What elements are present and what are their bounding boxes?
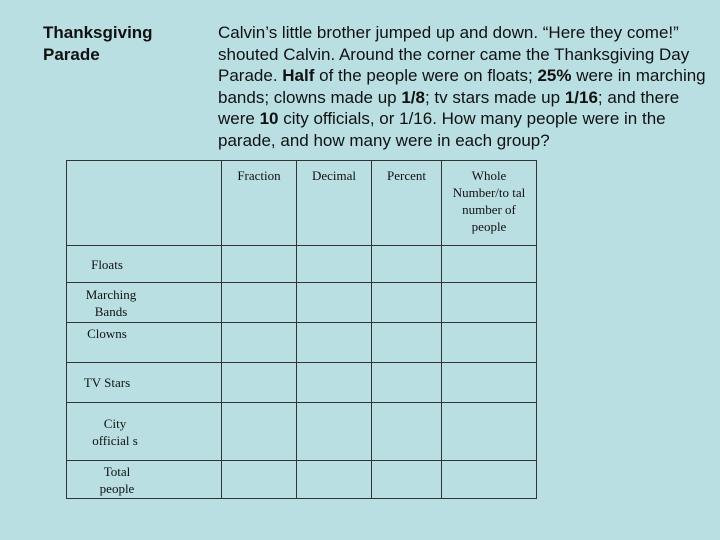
answer-cell[interactable] <box>222 323 297 363</box>
answer-cell[interactable] <box>222 283 297 323</box>
row-label-city-officials: City official s <box>67 403 222 461</box>
header-whole-number: Whole Number/to tal number of people <box>442 161 537 246</box>
table-row <box>67 283 537 323</box>
answer-cell[interactable] <box>442 323 537 363</box>
answer-cell[interactable] <box>372 323 442 363</box>
row-label-total-people: Total people <box>67 461 222 499</box>
problem-segment: ; tv stars made up <box>424 87 565 107</box>
answer-cell[interactable] <box>372 403 442 461</box>
table-row <box>67 461 537 499</box>
problem-segment: city officials, or 1/16. How many people were in the parade, and how many were in each group? <box>218 109 666 150</box>
table-row <box>67 323 537 363</box>
answer-cell[interactable] <box>442 403 537 461</box>
problem-segment: of the people were on floats; <box>314 66 538 85</box>
problem-segment: ; and there were <box>218 87 680 128</box>
problem-segment: were in marching bands; clowns made up <box>218 66 706 107</box>
answer-cell[interactable] <box>297 403 372 461</box>
table-header-row <box>67 161 537 246</box>
header-decimal: Decimal <box>297 161 372 246</box>
answer-cell[interactable] <box>297 363 372 403</box>
header-label-cell <box>67 161 222 246</box>
page-title: Thanksgiving Parade <box>43 23 153 64</box>
answer-cell[interactable] <box>297 461 372 499</box>
answer-cell[interactable] <box>297 283 372 323</box>
answer-cell[interactable] <box>372 363 442 403</box>
problem-segment-bold: Half <box>282 66 315 85</box>
problem-segment-bold: 25% <box>537 66 572 85</box>
answer-cell[interactable] <box>372 461 442 499</box>
answer-cell[interactable] <box>442 246 537 283</box>
problem-segment-bold: 1/16 <box>564 87 598 107</box>
answer-cell[interactable] <box>297 323 372 363</box>
answer-cell[interactable] <box>222 363 297 403</box>
row-label-marching-bands: Marching Bands <box>67 283 222 323</box>
word-problem-text <box>218 22 714 151</box>
table-row <box>67 403 537 461</box>
header-fraction: Fraction <box>222 161 297 246</box>
row-label-floats: Floats <box>67 246 222 283</box>
answer-cell[interactable] <box>442 363 537 403</box>
answer-cell[interactable] <box>222 403 297 461</box>
answer-table <box>66 160 537 499</box>
answer-cell[interactable] <box>372 246 442 283</box>
answer-cell[interactable] <box>372 283 442 323</box>
answer-cell[interactable] <box>442 283 537 323</box>
answer-cell[interactable] <box>222 246 297 283</box>
answer-cell[interactable] <box>222 461 297 499</box>
header-percent: Percent <box>372 161 442 246</box>
row-label-clowns: Clowns <box>67 323 222 363</box>
problem-segment: Calvin’s little brother jumped up and down. “Here they come!” shouted Calvin. Around the corner came the Thanksgiving Day Parade. <box>218 23 690 85</box>
row-label-tv-stars: TV Stars <box>67 363 222 403</box>
problem-segment-bold: 10 <box>259 109 279 128</box>
table-row <box>67 246 537 283</box>
problem-segment-bold: 1/8 <box>401 87 425 107</box>
table-row <box>67 363 537 403</box>
answer-cell[interactable] <box>297 246 372 283</box>
answer-cell[interactable] <box>442 461 537 499</box>
